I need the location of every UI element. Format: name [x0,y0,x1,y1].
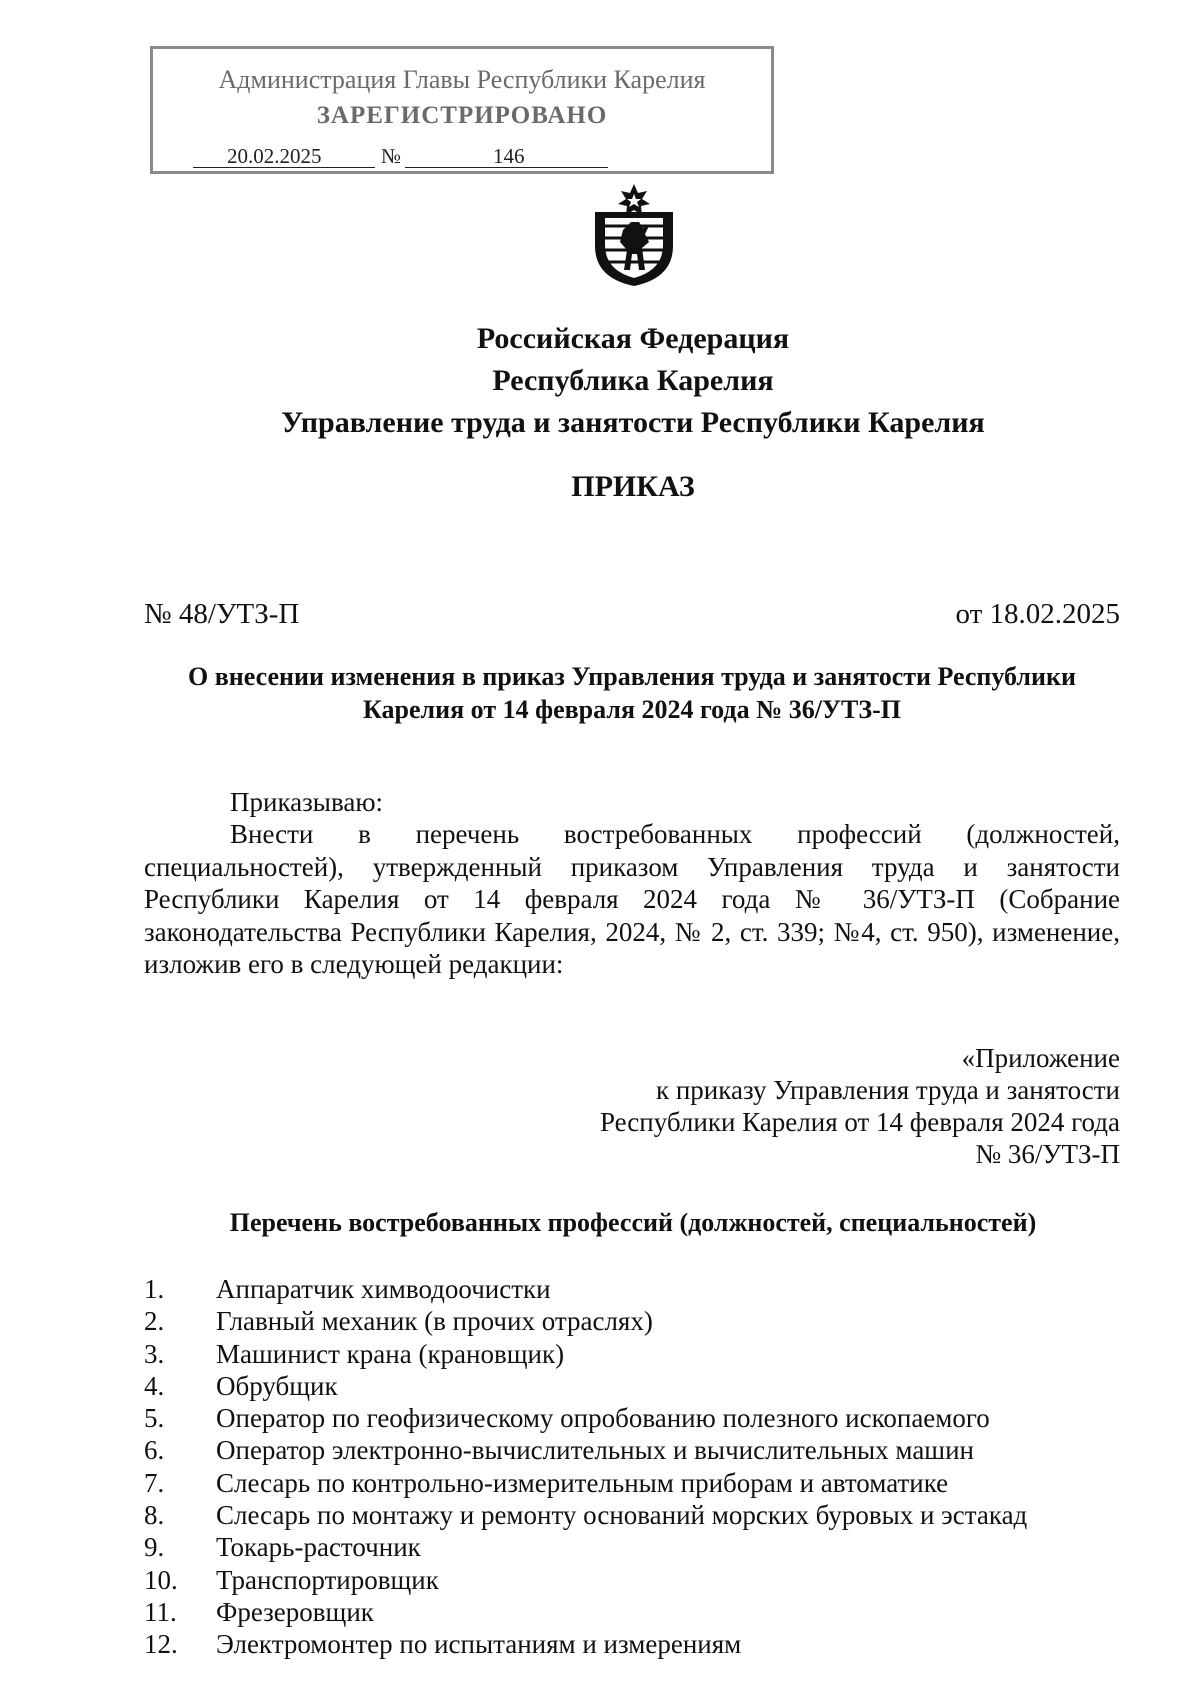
header-republic: Республика Карелия [492,364,774,397]
list-item-number: 5. [144,1403,165,1434]
header-agency: Управление труда и занятости Республики Карелия [281,406,985,439]
stamp-number: 146 [493,144,525,168]
list-item [144,1370,1124,1402]
appendix-reference [520,1042,1120,1170]
order-date: от 18.02.2025 [955,598,1120,630]
list-item-text: Транспортировщик [216,1564,439,1595]
list-item-text: Электромонтер по испытаниям и измерениям [216,1629,742,1660]
list-item [144,1402,1124,1434]
order-subject: О внесении изменения в приказ Управления труда и занятости Республики Карелия от 14 февраля 2024 года № 36/УТЗ-П [188,662,1076,724]
list-item [144,1596,1124,1628]
stamp-date: 20.02.2025 [227,144,322,168]
list-item-text: Главный механик (в прочих отраслях) [216,1306,653,1337]
list-item [144,1305,1124,1337]
professions-list [144,1273,1124,1661]
list-item-text: Слесарь по контрольно-измерительным приборам и автоматике [216,1467,949,1498]
stamp-authority: Администрация Главы Республики Карелия [218,65,706,94]
list-item [144,1531,1124,1563]
list-item-number: 11. [144,1596,177,1627]
karelia-coat-of-arms-icon [587,182,681,288]
list-item-number: 7. [144,1467,165,1498]
stamp-registration-line [193,144,608,168]
list-item-number: 3. [144,1338,165,1369]
list-item-text: Оператор электронно-вычислительных и вычислительных машин [216,1435,974,1466]
list-item-number: 2. [144,1306,165,1337]
appendix-line-1: «Приложение [961,1043,1120,1073]
list-item [144,1273,1124,1305]
appendix-line-4: № 36/УТЗ-П [975,1139,1120,1169]
list-item-number: 12. [144,1629,178,1660]
appendix-line-2: к приказу Управления труда и занятости [655,1075,1120,1105]
stamp-number-sign: № [381,144,402,168]
list-item-number: 9. [144,1532,165,1563]
order-word: Приказываю: [230,787,383,817]
header-country: Российская Федерация [476,322,790,355]
list-title: Перечень востребованных профессий (должностей, специальностей) [229,1208,1037,1237]
list-item-number: 6. [144,1435,165,1466]
list-item [144,1338,1124,1370]
list-item-number: 1. [144,1274,165,1304]
list-item [144,1499,1124,1531]
list-item-text: Фрезеровщик [216,1596,374,1627]
list-item [144,1564,1124,1596]
list-item-text: Обрубщик [216,1370,338,1401]
list-item-number: 4. [144,1370,165,1401]
list-item-text: Токарь-расточник [216,1532,421,1563]
list-item-text: Аппаратчик химводоочистки [216,1274,551,1304]
list-item-number: 10. [144,1564,178,1595]
order-number: № 48/УТЗ-П [144,598,300,630]
list-item-text: Оператор по геофизическому опробованию полезного ископаемого [216,1403,990,1434]
list-item-text: Слесарь по монтажу и ремонту оснований морских буровых и эстакад [216,1500,1028,1531]
list-item [144,1434,1124,1466]
registration-stamp [150,46,774,174]
list-item-number: 8. [144,1500,165,1531]
order-paragraph: Внести в перечень востребованных профессий (должностей, специальностей), утвержденный приказом Управления труда и занятости Республики Карелия от 14 февраля 2024 года № 36/УТЗ-П (Собрание законодательства Республики Карелия, 2024, № 2, ст. 339; №4, ст. 950), изменение, изложив его в следующей редакции: [144,819,1120,979]
list-item [144,1467,1124,1499]
list-item [144,1628,1124,1660]
list-item-text: Машинист крана (крановщик) [216,1338,565,1369]
document-type: ПРИКАЗ [571,470,695,503]
appendix-line-3: Республики Карелия от 14 февраля 2024 года [599,1107,1120,1137]
stamp-registered: ЗАРЕГИСТРИРОВАНО [316,102,608,129]
